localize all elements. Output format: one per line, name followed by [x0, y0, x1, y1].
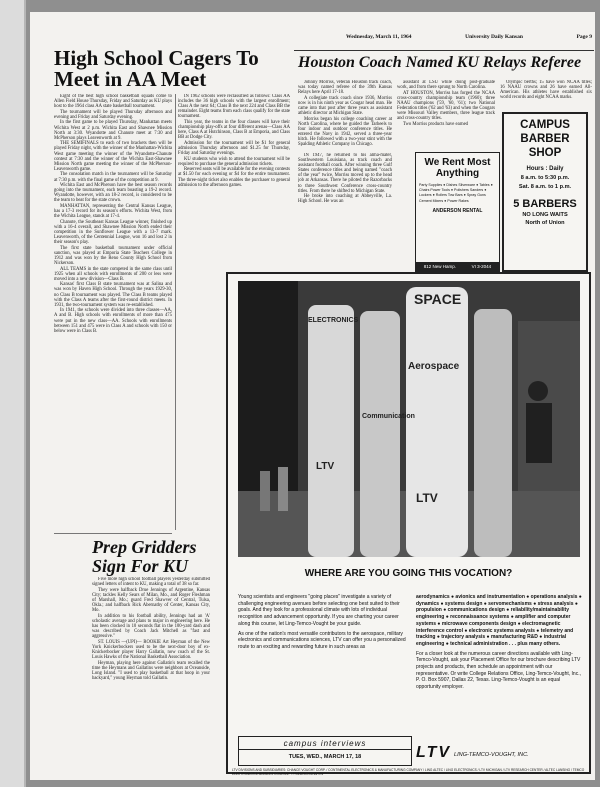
barber-location: North of Union: [525, 220, 565, 226]
prep-paragraph: Five more high school football players yesterday submitted signed letters of intent to KU, making a total of 38 so far.: [92, 577, 210, 588]
ad-paragraph-3: For a closer look at the numerous career directions available with Ling-Temco-Vought, ask your Placement Office for our brochure describing LTV projects and products, then schedule an appointment with our representative. Or write College Relations Office, Ling-Temco-Vought, Inc., P. O. Box 5907, Dallas 22, Texas. Ling-Temco-Vought is an equal opportunity employer.: [416, 650, 581, 691]
cagers-paragraph: KU students who wish to attend the tournament will be required to purchase the general admission tickets.: [178, 156, 290, 167]
relays-paragraph: Two Morriss products have earned: [403, 121, 469, 127]
cagers-paragraph: In the first game to be played Thursday, Manhattan meets Wichita West at 2 p.m. Wichita East and Shawnee Mission North at 3:30. Wyandotte and Chanute meet at 7:30 and McPherson plays Leavenworth at 9.: [54, 120, 172, 141]
cagers-paragraph: Kansas' first Class B state tournament was at Salina and was won by Haven High School. Through the years 1929-30, no Class B tournament was played. The Class B teams played with the Class A teams after the first-round district meets. In 1931, the two-tournament system was re-established.: [54, 282, 172, 308]
relays-column-3: [397, 80, 495, 150]
ad-paragraph-2: As one of the nation's most versatile contributors to the aerospace, military electronics and communications sciences, LTV can offer you a personalized route to an exciting and rewarding future in such areas as: [238, 630, 406, 650]
cagers-paragraph: Wichita East and McPherson have the best season records going into the tournament, each team boasting a 19-2 record. Wyandotte, however, with an 18-2 record, is considered to be the team to beat for the state crown.: [54, 183, 172, 204]
barber-count: 5 BARBERS: [513, 198, 577, 210]
barber-no-waits: NO LONG WAITS: [522, 212, 568, 218]
rental-phone: VI 3-2044: [471, 264, 492, 269]
relays-paragraph: A collegiate track coach since 1936, Morriss now is in his ninth year as Cougar head man. He came into that post after three years as assistant athletic director at Michigan State.: [298, 95, 392, 117]
prep-headline: Prep Gridders Sign For KU: [92, 537, 197, 576]
prep-paragraph: In addition to his football ability, Jennings had an 'A' scholastic average and plans to major in engineering here. He has been clocked in 10 seconds flat in the 100-yard dash and was described by Coach Jack Mitchell as "fast and aggressive.": [92, 613, 210, 640]
prep-paragraph: Heyman, playing here against Gallatin's team recalled the time the Heymans and Gallatins were neighbors at Oceanside, Long Island. "I used to play basketball at that hoop in your backyard," young Heyman told Gallatin.: [92, 660, 210, 681]
campus-interviews-title: campus interviews: [239, 737, 411, 750]
barber-saturday-hours: Sat. 8 a.m. to 1 p.m.: [518, 184, 572, 190]
prep-column: [92, 577, 210, 775]
poster-label-ltv-1: LTV: [316, 461, 335, 472]
cagers-paragraph: The tournament will be played Thursday afternoon and evening and Friday and Saturday evening.: [54, 109, 172, 120]
relays-paragraph: He broke into coaching at Abbeyville, La. High School. He was an: [298, 194, 392, 205]
ltv-company-name: LING-TEMCO-VOUGHT, INC.: [454, 752, 529, 758]
poster-label-communication: Communication: [362, 413, 415, 420]
cagers-paragraph: Eight of the best high school basketball squads come to Allen Field House Thursday, Friday and Saturday as KU plays host to the 1964 class AA state basketball tournament.: [54, 94, 172, 110]
cagers-paragraph: THE SEMIFINALS to each of two brackets then will be played Friday night, with the winner of the Manhattan-Wichita West game meeting the winner of the Wyandotte-Chanute contest at 7:30 and the winner of the Wichita East-Shawnee Mission North game meeting the winner of the McPherson-Leavenworth game.: [54, 141, 172, 172]
page-header: [346, 34, 592, 46]
cagers-column-1: [54, 94, 172, 530]
adjacent-page-edge: [0, 0, 26, 787]
rental-title: We Rent Most Anything: [424, 157, 491, 179]
rental-company: ANDERSON RENTAL: [432, 207, 483, 214]
cagers-paragraph: Reserved seats will be available for the evening contests at $1.50 for each evening or $4 for the entire tournament. The three-night ticket also enables the purchaser to general admission to the afternoon games.: [178, 167, 290, 188]
ad-areas: aerodynamics ● avionics and instrumentation ● operations analysis ● dynamics ● systems design ● servomechanisms ● stress analysis ● propulsion ● communications design ● reliability/maintainability engineering ● reconnaissance systems ● amplifier and computer systems ● microwave components design ● electromagnetic interference control ● electronic systems analysis ● telemetry and tracking ● trajectory analysis ● manufacturing R&D ● industrial engineering ● technical administration . . . plus many others.: [416, 594, 582, 647]
header-page: Page 9: [576, 34, 592, 40]
prep-paragraph: ST. LOUIS —(UPI)— ROOKIE Art Heyman of the New York Knickerbockers used to be the next-door boy of ex-Knickerbocker player Harry Gallatin, now coach of the St. Louis Hawks of the National Basketball Association.: [92, 639, 210, 660]
relays-headline: Houston Coach Named KU Relays Referee: [298, 54, 582, 71]
barber-weekday-hours: 8 a.m. to 5:30 p.m.: [520, 175, 570, 181]
campus-interviews-dates: TUES, WED., MARCH 17, 18: [288, 754, 362, 760]
rental-items: Party Supplies ● Dishes Silverware ● Tables ● Chairs Power Tools ● Polishers Sanders ● Lockers ● Rollers Tow Bars ● Spray Guns Cement Mixers ● Power Rakes: [419, 183, 493, 203]
poster-label-ltv-2: LTV: [416, 491, 438, 505]
ltv-advertisement: [226, 272, 591, 774]
section-divider: [54, 533, 172, 534]
cagers-column-2: [178, 94, 290, 266]
header-paper: University Daily Kansan: [465, 34, 523, 40]
barber-name: CAMPUS BARBER SHOP: [520, 119, 570, 159]
cagers-paragraph: This year, the teams in the four classes will have their championship play-offs at four different arenas—Class AA here, Class A at Hutchinson, Class B at Emporia, and Class BB at Dodge City.: [178, 119, 290, 141]
header-date: Wednesday, March 11, 1964: [346, 34, 412, 40]
column-divider: [175, 94, 176, 530]
ad-right-column: [416, 594, 586, 691]
relays-paragraph: Morriss began his college coaching career at North Carolina, where he guided the Tarheels to four indoor and outdoor conference titles. He entered the Navy in 1942, served a three-year hitch. He followed with a two-year stint with the Spalding Athletic Company in Chicago.: [298, 116, 392, 148]
relays-paragraph: IN 1947, he returned to his alma-mater, Southwestern Louisiana, as track coach and assistant football coach. After winning three Gulf States conference titles and being named "coach of the year" twice, Morriss moved up to the head job at Arkansas. There he piloted the Razorbacks to three Southwest Conference cross-country titles. From there he shifted to Michigan State.: [298, 153, 392, 194]
ad-photo: [238, 281, 580, 557]
relays-paragraph: Olympic berths; 15 have won NCAA titles; 16 NAAU crowns and 26 have earned All-American. His athletes have established six world records and eight NCAA marks.: [500, 80, 592, 101]
ltv-logo: LTV: [416, 744, 452, 761]
prep-paragraph: They were halfback Drue Jennings of Argentine, Kansas City; tackles Kelly Sears of Milan, Mo., and Roger Fleshman of Marshall, Mo.; guard Fred Shawver of Central, Tulsa, Okla.; and halfback Rick Abernathy of Center, Kansas City, Mo.: [92, 587, 210, 614]
campus-interviews-box: [238, 736, 412, 766]
cagers-paragraph: The consolation match in the tournament will be Saturday at 7:30 p.m. with the final game of the competition at 9.: [54, 172, 172, 183]
cagers-paragraph: In 1941, the schools were divided into three classes—AA, A and B. High schools with enrollments of more than 475 were put in the new class—AA. Schools with enrollments between 151 and 475 were in Class A and schools with 150 or below were in Class B.: [54, 308, 172, 334]
ad-footer: LTV DIVISIONS AND SUBSIDIARIES: CHANCE VOUGHT CORP. / CONTINENTAL ELECTRONICS & MANUFACTURING COMPANY / LING ALTEC / LING ELECTRONICS / LTV MICHIGAN / LTV RESEARCH CENTER / ALTEC LANSING / TEMCO ELECTRONICS & MISSILES COMPANY / FRIEDRICHSHAFEN: [232, 768, 585, 776]
cagers-paragraph: Admission for the tournament will be $1 for general admission Thursday afternoon and $1.25 for Thursday, Friday and Saturday evenings.: [178, 140, 290, 157]
cagers-paragraph: MANHATTAN, representing the Central Kansas League, has a 17-3 record for its season's efforts. Wichita West, from the Wichita League, stands at 17-4.: [54, 203, 172, 220]
cagers-paragraph: IN 1962 schools were reclassified as follows: Class AA includes the 36 high schools with the largest enrollment; Class A the next 64; Class B the next 224 and Class BB the remainder. Eight teams from each class qualify for the state tournament.: [178, 94, 290, 120]
rental-address: 812 New Hamp.: [423, 264, 457, 269]
poster-label-electronics: ELECTRONICS: [308, 317, 359, 324]
relays-column-2: [298, 153, 392, 271]
relays-paragraph: assistant at LSU while doing post-graduate work, and from there sprung to North Carolina.: [397, 80, 495, 91]
relays-paragraph: AT HOUSTON, Morriss has forged the NCAA cross-country championship team (1960); three NAAU champions ('59, '60, '61); two National Federation titles ('62 and '63) and when the Cougars were Missouri Valley members, three league track and cross-country titles.: [397, 90, 495, 122]
top-rule: [294, 50, 594, 51]
rental-ad: [415, 152, 500, 272]
newspaper-page: [30, 12, 595, 780]
cagers-paragraph: The first state basketball tournament under official sanction, was played at Emporia State Teachers College in 1912 and was won by the Reno County High School from Nickerson.: [54, 245, 172, 266]
relays-paragraph: Johnny Morriss, veteran Houston track coach, was today named referee of the 39th Kansas Relays here April 17-18.: [298, 80, 392, 96]
ad-paragraph-1: Young scientists and engineers "going places" investigate a variety of challenging engineering avenues before selecting one best suited to their goals. And they look for a professional climate with lots of individual recognition and advancement opportunity. If you are charting your career along this course, let Ling-Temco-Vought be your guide.: [238, 594, 400, 627]
cagers-paragraph: ALL TEAMS in the state competed in the same class until 1925 when all schools with enrollments of 200 or less were moved into a new division—Class B.: [54, 266, 172, 282]
poster-label-aerospace: Aerospace: [408, 361, 460, 372]
ad-headline: WHERE ARE YOU GOING THIS VOCATION?: [304, 568, 513, 579]
barber-ad: [502, 112, 588, 272]
relays-column-4: [500, 80, 592, 110]
poster-label-space: SPACE: [414, 291, 462, 307]
rental-contact-bar: [416, 262, 499, 271]
cagers-headline: High School Cagers To Meet in AA Meet: [54, 46, 259, 91]
ad-left-column: [238, 594, 410, 651]
barber-hours-label: Hours : Daily: [526, 166, 564, 172]
cagers-paragraph: Chanute, the Southeast Kansas League winner, finished up with a 16-4 overall, and Shawnee Mission North ended their competition in the Sunflower League with a 13-7 mark. Leavenworth, of the Centennial League, won 16 and lost 2 in their season's play.: [54, 219, 172, 246]
